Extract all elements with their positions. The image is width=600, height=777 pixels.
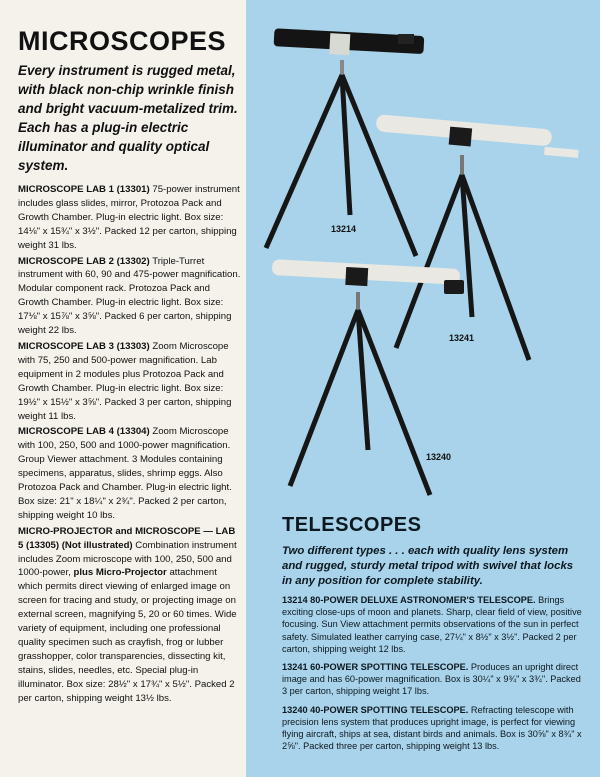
entry-body: Zoom Microscope with 75, 250 and 500-power magnification. Lab equipment in 2 modules plus Protozoa Pack and Growth Chamber. Plug-in electric light. Box size: 19½" x 15½" x 3⅝". Packed 3 per carton, shipping weight 11 lbs. bbox=[18, 340, 232, 422]
telescope-entries bbox=[282, 594, 588, 758]
microscope-entry bbox=[18, 183, 243, 253]
tripod-leg bbox=[266, 75, 342, 248]
tube-clamp bbox=[449, 127, 472, 147]
entry-title: 13240 40-POWER SPOTTING TELESCOPE. bbox=[282, 704, 469, 715]
entry-body-part: attachment which permits direct viewing of enlarged image on screen for tracing and study, or projecting image on external screen, magnifying 5, 20 or 60 times. Wide variety of equipment, including one professional quality specimen such as crayfish, frog or lubber grasshopper, color transparencies, dissecting kit, stains, slides, needles, etc. Special plug-in illuminator. Box size: 28½" x 17¾" x 5½". Packed 2 per carton, shipping weight 13½ lbs. bbox=[18, 567, 237, 704]
entry-title: MICROSCOPE LAB 2 (13302) bbox=[18, 255, 150, 267]
microscope-entry bbox=[18, 525, 243, 706]
entry-body: Refracting telescope with precision lens system that produces upright image, is perfect for viewing flying aircraft, ships at sea, distant birds and animals. Box is 30⅝" x 8¾" x 2⅝". Packed three per carton, shipping weight 13 lbs. bbox=[282, 704, 582, 752]
telescope-illustrations bbox=[246, 0, 600, 510]
telescope-entry bbox=[282, 661, 588, 698]
telescopes-heading: TELESCOPES bbox=[282, 514, 422, 536]
entry-body: Produces an upright direct image and has 60-power magnification. Box is 30¼" x 9¾" x 3¾". Packed 3 per carton, shipping weight 17 lbs. bbox=[282, 662, 581, 697]
tube-clamp bbox=[329, 33, 350, 55]
entry-title: MICRO-PROJECTOR and MICROSCOPE — LAB 5 (13305) (Not illustrated) bbox=[18, 525, 236, 551]
microscope-entry bbox=[18, 255, 243, 338]
tripod-leg bbox=[290, 310, 358, 486]
entry-title: 13241 60-POWER SPOTTING TELESCOPE. bbox=[282, 662, 469, 673]
telescope-entry bbox=[282, 704, 588, 753]
telescope-label-13214: 13214 bbox=[331, 224, 357, 234]
tripod-leg bbox=[358, 310, 430, 495]
telescope-entry bbox=[282, 594, 588, 655]
microscope-entries bbox=[18, 183, 243, 708]
entry-body: Triple-Turret instrument with 60, 90 and 475-power magnification. Modular component rack. Protozoa Pack and Growth Chamber. Plug-in electric light. Box size: 17⅛" x 15⅞" x 3⅝". Packed 6 per carton, shipping weight 22 lbs. bbox=[18, 255, 241, 337]
entry-body: 75-power instrument includes glass slides, mirror, Protozoa Pack and Growth Chamber. Plug-in electric light. Box size: 14⅛" x 15¾" x 3½". Packed 12 per carton, shipping weight 31 lbs. bbox=[18, 184, 240, 251]
telescopes-intro: Two different types . . . each with quality lens system and rugged, sturdy metal tripod with swivel that locks in any position for complete stability. bbox=[282, 545, 574, 587]
entry-title: MICROSCOPE LAB 1 (13301) bbox=[18, 184, 150, 195]
microscope-entry bbox=[18, 340, 243, 423]
entry-body-part: Combination instrument includes Zoom microscope with 100, 250, 500 and 1000-power, bbox=[18, 539, 237, 579]
tube-clamp bbox=[345, 267, 368, 286]
microscope-entry bbox=[18, 425, 243, 522]
entry-title: MICROSCOPE LAB 4 (13304) bbox=[18, 426, 150, 438]
telescope-label-13241: 13241 bbox=[449, 333, 475, 343]
telescope-label-13240: 13240 bbox=[426, 452, 452, 462]
microscopes-heading: MICROSCOPES bbox=[18, 26, 227, 56]
microscopes-intro: Every instrument is rugged metal, with black non-chip wrinkle finish and bright vacuum-metalized trim. Each has a plug-in electric illuminator and quality optical system. bbox=[18, 63, 238, 173]
finder-scope bbox=[398, 34, 414, 44]
entry-title: 13214 80-POWER DELUXE ASTRONOMER'S TELESCOPE. bbox=[282, 595, 536, 605]
telescope-13214-illustration bbox=[266, 28, 424, 256]
entry-body: Brings exciting close-ups of moon and planets. Sharp, clear field of view, positive focusing. Sun View attachment permits observations of the sun in perfect safety. Simulated leather carrying case, 27¼" x 8½" x 3½". Packed 2 per carton, shipping weight 12 lbs. bbox=[282, 595, 582, 654]
eyepiece-tube bbox=[544, 147, 579, 158]
entry-title: MICROSCOPE LAB 3 (13303) bbox=[18, 340, 150, 352]
tripod-leg bbox=[396, 175, 462, 348]
entry-body-emphasis: plus Micro-Projector bbox=[73, 567, 167, 579]
entry-body: Zoom Microscope with 100, 250, 500 and 1000-power magnification. Group Viewer attachment. 3 Modules containing specimens, apparatus, slides, shrimp eggs. Also Protozoa Pack and Chamber. Plug-in electric light. Box size: 21" x 18¼" x 2¾". Packed 2 per carton, shipping weight 10 lbs. bbox=[18, 426, 232, 521]
eyepiece bbox=[444, 280, 464, 294]
